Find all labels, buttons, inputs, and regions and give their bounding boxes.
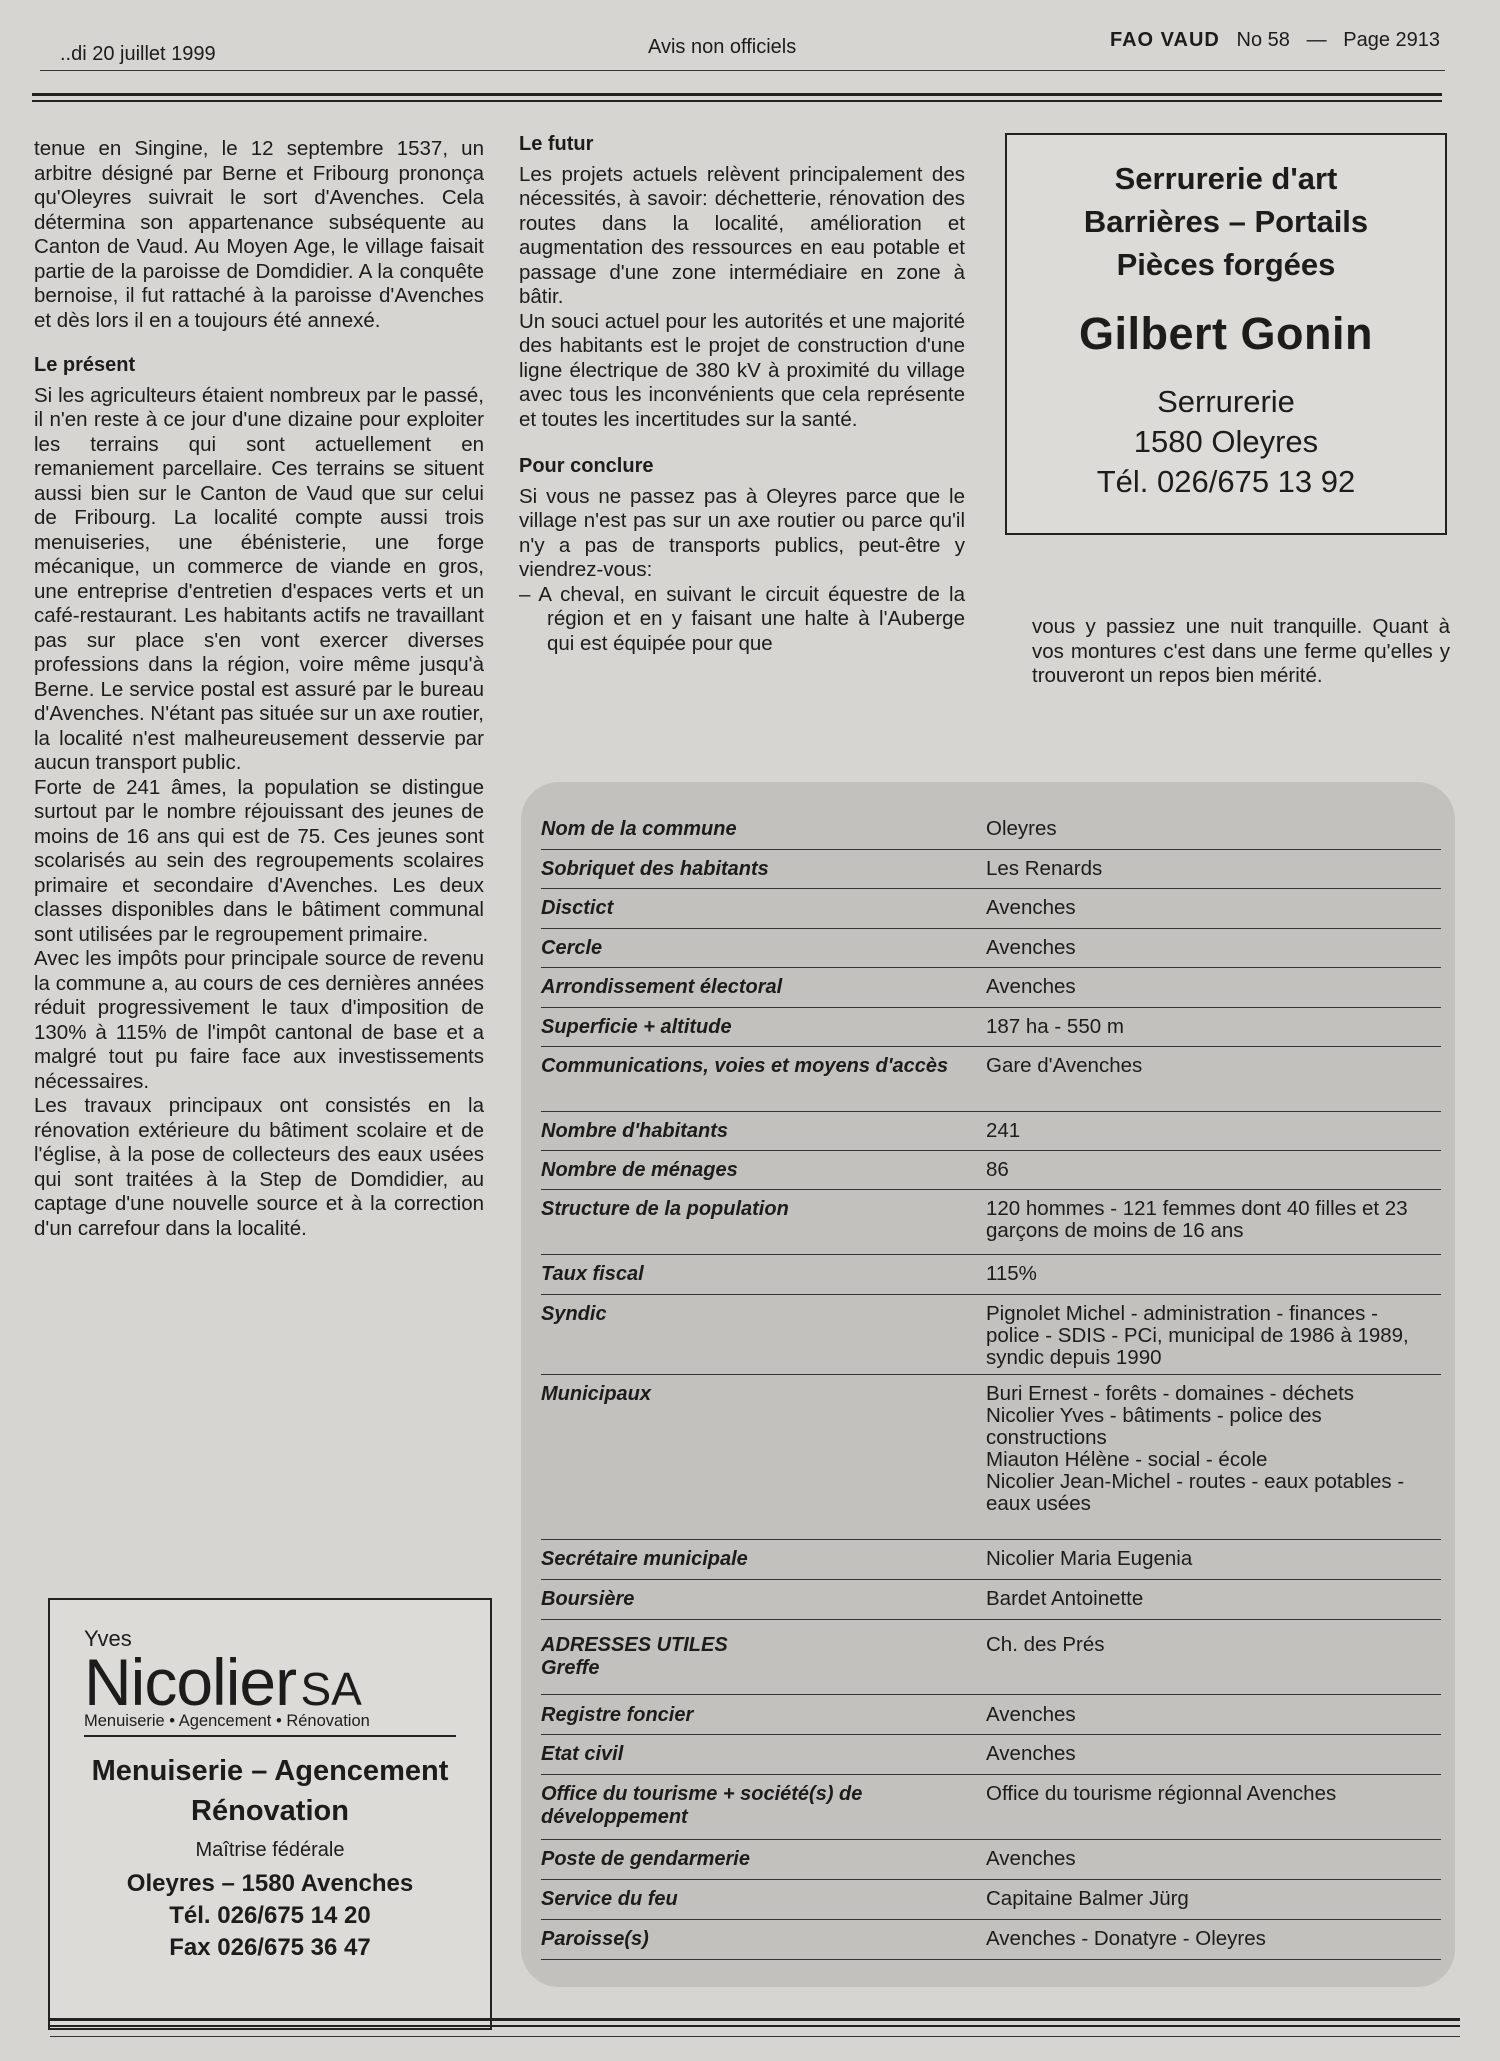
table-row-label: Nom de la commune [541,818,737,840]
table-row-value: Avenches [986,975,1076,998]
table-row-label: Syndic [541,1303,607,1325]
table-row-value: Nicolier Maria Eugenia [986,1547,1193,1570]
present-paragraph-2: Forte de 241 âmes, la population se distingue surtout par le nombre réjouissant des jeunes de moins de 16 ans qui est de 75. Ces jeunes sont scolarisés au sein des regroupements scolaires primaire et secondaire d'Avenches. Les deux classes disponibles dans le bâtiment communal sont utilisées par le regroupement primaire. [34,775,484,946]
column-1 [34,137,484,1241]
table-row-value: Avenches [986,1847,1076,1870]
table-row-label: Cercle [541,937,603,959]
gonin-line-3: Pièces forgées [1116,247,1336,282]
table-row-value: Avenches [986,936,1076,959]
table-row-label: Nombre de ménages [541,1159,738,1181]
present-paragraph-4: Les travaux principaux ont consistés en la rénovation extérieure du bâtiment scolaire et de l'église, à la pose de collecteurs des eaux usées qui sont traitées à la Step de Domdidier, au captage d'une nouvelle source et à la correction d'un carrefour dans la localité. [34,1094,484,1240]
nicolier-line-1: Menuiserie – Agencement [91,1755,449,1787]
table-row [541,1588,1441,1620]
conclure-heading: Pour conclure [519,455,654,477]
conclure-paragraph: Si vous ne passez pas à Oleyres parce que le village n'est pas sur un axe routier ou parce qu'il n'y a pas de transports publics, peut-être y viendrez-vous: [519,484,965,581]
table-row-label: Registre foncier [541,1704,694,1726]
table-row-label: Taux fiscal [541,1263,644,1285]
column-2 [519,132,965,656]
table-row-value: 120 hommes - 121 femmes dont 40 filles et 23 garçons de moins de 16 ans [986,1197,1408,1242]
table-row-label: Structure de la population [541,1198,789,1220]
nicolier-tagline: Menuiserie • Agencement • Rénovation [84,1712,370,1730]
table-row [541,1848,1441,1880]
futur-paragraph-1: Les projets actuels relèvent principalement des nécessités, à savoir: déchetterie, rénovation des routes dans la localité, amélioration et augmentation des ressources en eau potable et passage d'une zone intermédiaire en zone à bâtir. [519,162,965,308]
table-row-value: Gare d'Avenches [986,1054,1143,1077]
header-number: No 58 [1236,29,1290,51]
table-row [541,1634,1441,1695]
table-row-value: Buri Ernest - forêts - domaines - déchets Nicolier Yves - bâtiments - police des constructions Miauton Hélène - social - école Nicolier Jean-Michel - routes - eaux potables - eaux usées [986,1382,1405,1515]
table-row [541,1120,1441,1151]
table-row [541,1263,1441,1295]
table-row-label: Arrondissement électoral [541,976,783,998]
table-row [541,1888,1441,1920]
nicolier-first-name: Yves [84,1626,132,1651]
table-row [541,1303,1441,1375]
header-rule [40,70,1445,71]
table-row-label: Boursière [541,1588,635,1610]
gonin-trade: Serrurerie [1157,384,1295,419]
table-row-value: 241 [986,1119,1021,1142]
header-publication: FAO VAUD [1109,29,1220,51]
intro-paragraph: tenue en Singine, le 12 septembre 1537, un arbitre désigné par Berne et Fribourg prononça qu'Oleyres suivrait le sort d'Avenches. Cela détermina son appartenance subséquente au Canton de Vaud. Au Moyen Age, le village faisait partie de la paroisse de Domdidier. A la conquête bernoise, il fut rattaché à la paroisse d'Avenches et dès lors il en a toujours été annexé. [34,137,484,332]
gonin-name: Gilbert Gonin [1079,308,1373,359]
table-row [541,937,1441,968]
gonin-line-1: Serrurerie d'art [1114,161,1338,196]
table-row [541,1016,1441,1047]
table-row-value: Ch. des Prés [986,1633,1105,1656]
table-row-value: Avenches [986,896,1076,919]
table-row [541,1383,1441,1540]
table-row [541,1704,1441,1735]
table-row-value: Pignolet Michel - administration - finances - police - SDIS - PCi, municipal de 1986 à 1989, syndic depuis 1990 [986,1302,1409,1369]
nicolier-suffix: SA [300,1663,362,1715]
table-row-value: Avenches - Donatyre - Oleyres [986,1927,1266,1950]
gonin-line-2: Barrières – Portails [1083,204,1369,239]
bottom-double-rule [50,2018,1460,2027]
table-row-label: Superficie + altitude [541,1016,732,1038]
bottom-rule [50,2036,1460,2037]
futur-heading: Le futur [519,133,594,155]
table-row [541,1055,1441,1112]
present-paragraph-1: Si les agriculteurs étaient nombreux par le passé, il n'en reste à ce jour d'une dizaine pour exploiter les terrains qui sont actuellement en remaniement parcellaire. Ces terrains se situent aussi bien sur le Canton de Vaud que sur celui de Fribourg. La localité compte aussi trois menuiseries, une ébénisterie, une forge mécanique, un commerce de viande en gros, une entreprise d'entretien d'espaces verts et un café-restaurant. Les habitants actifs ne travaillant pas sur place s'en vont exercer diverses professions dans la région, voire même jusqu'à Berne. Le service postal est assuré par le bureau d'Avenches. N'étant pas située sur un axe routier, la localité n'est malheureusement desservie par aucun transport public. [34,383,484,774]
nicolier-address: Oleyres – 1580 Avenches [126,1870,414,1897]
continuation-paragraph: vous y passiez une nuit tranquille. Quant à vos montures c'est dans une ferme qu'elles y trouveront un repos bien mérité. [1032,615,1450,687]
table-row [541,976,1441,1008]
table-row [541,1548,1441,1580]
futur-paragraph-2: Un souci actuel pour les autorités et une majorité des habitants est le projet de construction d'une ligne électrique de 380 kV à proximité du village avec tous les inconvénients que cela représente et toutes les incertitudes sur la santé. [519,309,965,431]
table-row-label: Service du feu [541,1888,678,1910]
nicolier-brand: Nicolier [84,1645,297,1719]
table-row [541,1783,1441,1840]
page-header [40,26,1445,74]
table-row-value: Bardet Antoinette [986,1587,1144,1610]
table-row-value: Office du tourisme régionnal Avenches [986,1782,1337,1805]
table-row-value: Capitaine Balmer Jürg [986,1887,1189,1910]
header-page: Page 2913 [1343,29,1440,51]
nicolier-line-3: Maîtrise fédérale [195,1839,345,1861]
nicolier-fax: Fax 026/675 36 47 [169,1934,371,1961]
table-row [541,1159,1441,1190]
ad-nicolier [48,1598,492,2030]
table-row-value: 115% [986,1262,1037,1285]
table-row [541,897,1441,929]
table-row-value: Avenches [986,1703,1076,1726]
table-row-value: Oleyres [986,817,1057,840]
table-row-label: Poste de gendarmerie [541,1848,750,1870]
table-row-label: Communications, voies et moyens d'accès [541,1055,949,1077]
nicolier-tel: Tél. 026/675 14 20 [169,1902,371,1929]
header-publication-info [1110,29,1440,52]
table-row-label: Office du tourisme + société(s) de développement [541,1783,863,1828]
header-section: Avis non officiels [648,36,797,58]
table-row-label: Secrétaire municipale [541,1548,748,1570]
conclure-list-item: – A cheval, en suivant le circuit équestre de la région et en y faisant une halte à l'Auberge qui est équipée pour que [519,582,965,655]
gonin-city: 1580 Oleyres [1133,424,1319,459]
present-heading: Le présent [34,354,136,376]
ad-gonin [1005,133,1447,535]
table-row [541,1743,1441,1775]
table-row-label: Etat civil [541,1743,624,1765]
table-row [541,858,1441,889]
column-3-continuation [1032,615,1450,689]
table-row-value: Les Renards [986,857,1103,880]
table-row-label: Sobriquet des habitants [541,858,769,880]
commune-info-panel [521,782,1455,1987]
table-row-label: Paroisse(s) [541,1928,649,1950]
header-date: ..di 20 juillet 1999 [60,43,216,65]
present-paragraph-3: Avec les impôts pour principale source de revenu la commune a, au cours de ces dernières années réduit progressivement le taux d'imposition de 130% à 115% de l'impôt cantonal de base et a malgré tout pu faire face aux investissements nécessaires. [34,947,484,1093]
table-row-label: Nombre d'habitants [541,1120,728,1142]
table-row [541,818,1441,850]
table-row-value: Avenches [986,1742,1076,1765]
table-row-value: 86 [986,1158,1009,1181]
table-row-label: ADRESSES UTILES Greffe [541,1634,728,1679]
top-double-rule [32,93,1442,102]
table-row [541,1198,1441,1255]
table-row-label: Disctict [541,897,614,919]
table-row [541,1928,1441,1960]
gonin-phone: Tél. 026/675 13 92 [1096,464,1356,499]
header-dash: — [1306,29,1327,51]
table-row-label: Municipaux [541,1383,652,1405]
table-row-value: 187 ha - 550 m [986,1015,1124,1038]
nicolier-line-2: Rénovation [191,1795,349,1827]
